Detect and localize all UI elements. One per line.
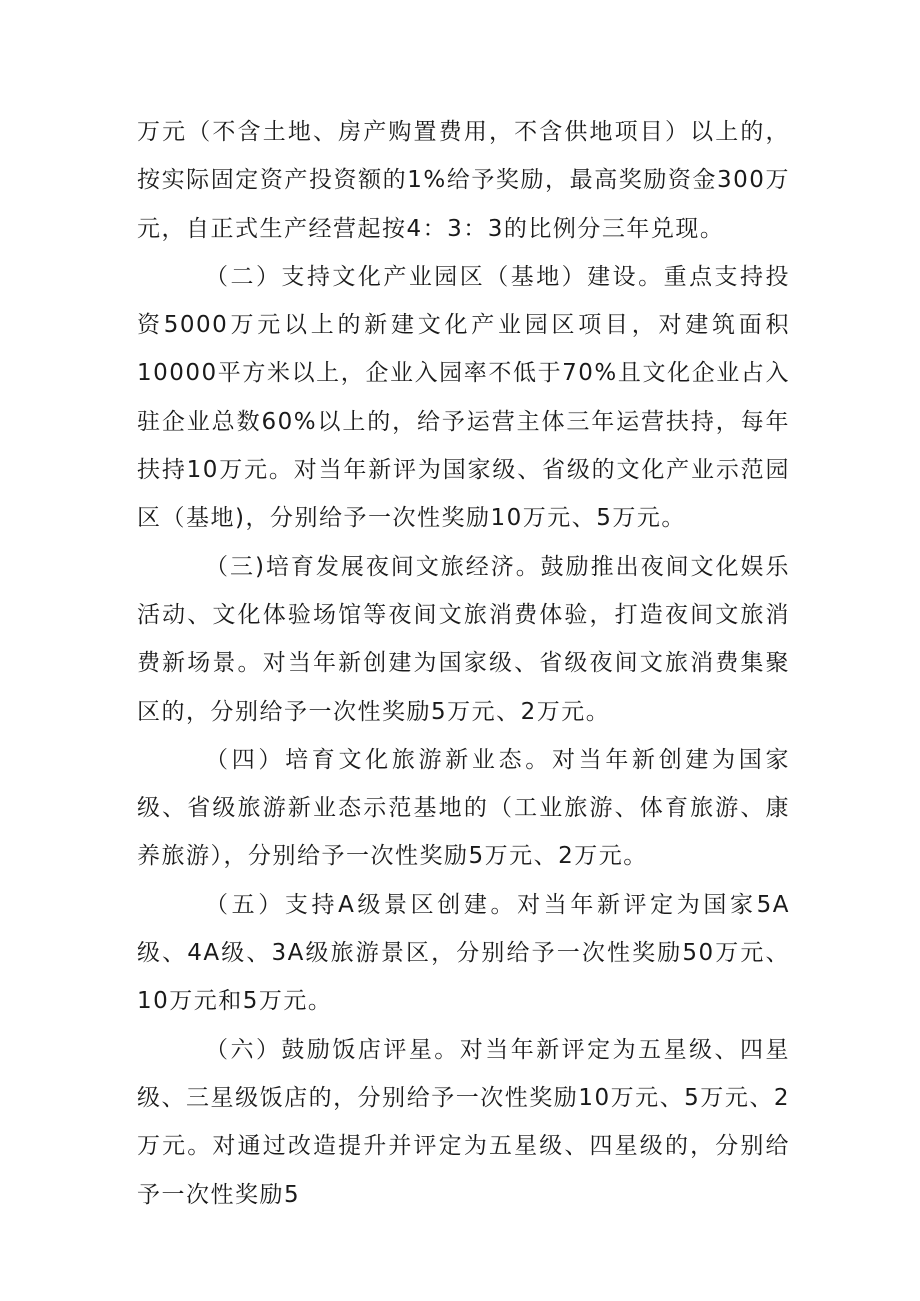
paragraph-night-economy: （三)培育发展夜间文旅经济。鼓励推出夜间文化娱乐活动、文化体验场馆等夜间文旅消费体验，打造夜间文旅消费新场景。对当年新创建为国家级、省级夜间文旅消费集聚区的，分别给予一次性奖励5万元、2万元。 (137, 553, 790, 725)
document-body (137, 108, 790, 1219)
paragraph-hotel-rating: （六）鼓励饭店评星。对当年新评定为五星级、四星级、三星级饭店的，分别给予一次性奖励10万元、5万元、2万元。对通过改造提升并评定为五星级、四星级的，分别给予一次性奖励5 (137, 1036, 790, 1208)
paragraph-cultural-park: （二）支持文化产业园区（基地）建设。重点支持投资5000万元以上的新建文化产业园区项目，对建筑面积10000平方米以上，企业入园率不低于70%且文化企业占入驻企业总数60%以上的，给予运营主体三年运营扶持，每年扶持10万元。对当年新评为国家级、省级的文化产业示范园区（基地)，分别给予一次性奖励10万元、5万元。 (137, 263, 790, 532)
paragraph-a-level-scenic: （五）支持A级景区创建。对当年新评定为国家5A级、4A级、3A级旅游景区，分别给予一次性奖励50万元、10万元和5万元。 (137, 891, 790, 1015)
paragraph-continuation: 万元（不含土地、房产购置费用，不含供地项目）以上的，按实际固定资产投资额的1%给予奖励，最高奖励资金300万元，自正式生产经营起按4：3：3的比例分三年兑现。 (137, 119, 790, 242)
paragraph-new-formats: （四）培育文化旅游新业态。对当年新创建为国家级、省级旅游新业态示范基地的（工业旅游、体育旅游、康养旅游），分别给予一次性奖励5万元、2万元。 (137, 746, 790, 870)
